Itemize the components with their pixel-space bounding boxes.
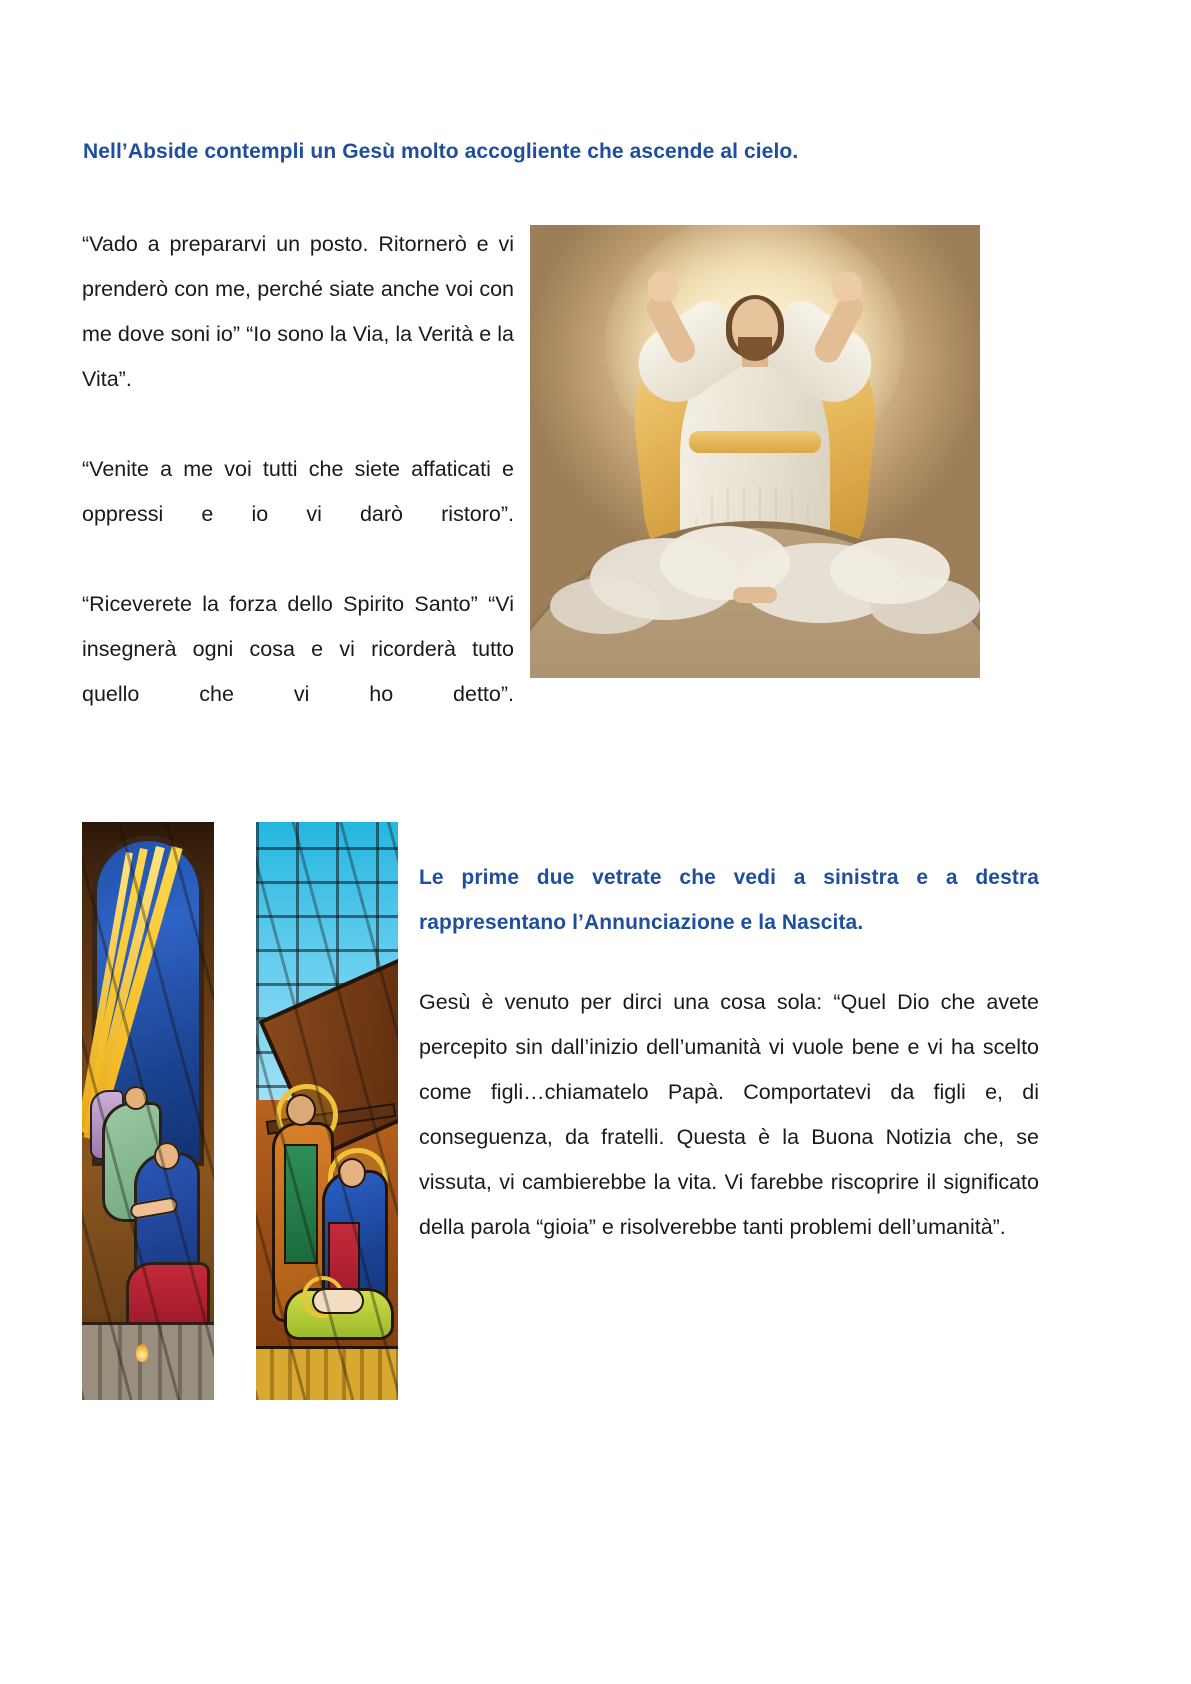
apse-heading: Nell’Abside contempli un Gesù molto accogliente che ascende al cielo.: [83, 140, 799, 163]
golden-sash: [689, 431, 821, 453]
joseph-head: [286, 1094, 316, 1126]
lamp-flame: [136, 1344, 148, 1362]
windows-text-column: [419, 980, 1039, 1250]
apse-paragraph-1: “Vado a prepararvi un posto. Ritornerò e vi prenderò con me, perché siate anche voi con me dove soni io” “Io sono la Via, la Verità e la Vita”.: [82, 232, 514, 391]
cloud: [830, 538, 950, 604]
hand-right: [832, 271, 862, 301]
apse-paragraph-2: “Venite a me voi tutti che siete affaticati e oppressi e io vi darò ristoro”.: [82, 457, 514, 526]
baby-jesus: [312, 1288, 364, 1314]
angel-head: [124, 1086, 148, 1110]
mary-head: [154, 1142, 180, 1170]
hand-left: [648, 271, 678, 301]
windows-heading: Le prime due vetrate che vedi a sinistra e a destra rappresentano l’Annunciazione e la Nascita.: [419, 866, 1039, 934]
windows-paragraph-1: Gesù è venuto per dirci una cosa sola: “Quel Dio che avete percepito sin dall’inizio dell’umanità vi vuole bene e vi ha scelto come figli…chiamatelo Papà. Comportatevi da figli e, di conseguenza, da fratelli. Questa è la Buona Notizia che, se vissuta, vi cambierebbe la vita. Vi farebbe riscoprire il significato della parola “gioia” e risolverebbe tanti problemi dell’umanità”.: [419, 990, 1039, 1239]
beard: [738, 337, 772, 361]
joseph-robe: [284, 1144, 318, 1264]
apse-text-column: [82, 222, 514, 762]
mary-head: [338, 1158, 366, 1188]
stained-glass-annunciation-image: [82, 822, 214, 1400]
apse-paragraph-3: “Riceverete la forza dello Spirito Santo” “Vi insegnerà ogni cosa e vi ricorderà tutto quello che vi ho detto”.: [82, 592, 514, 706]
floor-straw: [256, 1346, 398, 1400]
floor-tiles: [82, 1322, 214, 1400]
feet: [733, 587, 777, 603]
ascension-of-jesus-image: [530, 225, 980, 678]
stained-glass-nativity-image: [256, 822, 398, 1400]
